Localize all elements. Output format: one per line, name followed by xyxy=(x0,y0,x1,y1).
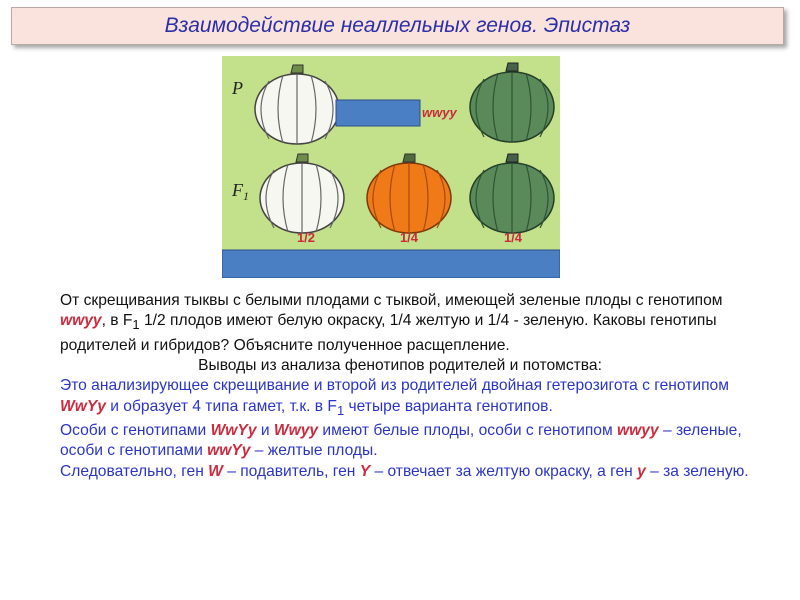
f1-white-pumpkin xyxy=(260,154,344,233)
page-title: Взаимодействие неаллельных генов. Эпистаз xyxy=(164,14,631,37)
parent-white-pumpkin xyxy=(255,65,339,144)
parent-green-pumpkin xyxy=(470,63,554,142)
label-p: P xyxy=(232,78,243,98)
title-banner xyxy=(11,7,784,45)
label-f1: $F_1$ xyxy=(232,180,249,203)
ratio-green: 1/4 xyxy=(503,230,523,245)
f1-orange-pumpkin xyxy=(367,154,451,233)
conclusion-2: Особи с генотипами WwYy и Wwyy имеют белые плоды, особи с генотипом wwyy – зеленые, особи с генотипами wwYy – желтые плоды. xyxy=(60,422,742,460)
parent-connector-bar xyxy=(336,100,420,126)
ratio-white: 1/2 xyxy=(296,230,316,245)
pumpkin-diagram xyxy=(222,56,560,278)
parent-genotype: wwyy xyxy=(422,105,457,120)
bottom-bar xyxy=(222,250,560,278)
pumpkin-cross-figure xyxy=(222,56,560,278)
text-block xyxy=(30,291,770,482)
ratio-orange: 1/4 xyxy=(399,230,419,245)
conclusion-3: Следовательно, ген W – подавитель, ген Y – отвечает за желтую окраску, а ген y – за зеленую. xyxy=(60,462,749,480)
f1-green-pumpkin xyxy=(470,154,554,233)
problem-text: От скрещивания тыквы с белыми плодами с тыквой, имеющей зеленые плоды с генотипом wwyy, в $F_1$ 1/2 плодов имеют белую окраску, 1/4 желтую и 1/4 - зеленую. Каковы генотипы родителей и гибридов? Объясните полученное расщепление. xyxy=(60,292,723,354)
conclusions-heading: Выводы из анализа фенотипов родителей и потомства: xyxy=(198,357,602,374)
conclusion-1: Это анализирующее скрещивание и второй из родителей двойная гетерозигота с генотипом WwYy и образует 4 типа гамет, т.к. в $F_1$ четыре варианта генотипов. xyxy=(60,377,729,418)
